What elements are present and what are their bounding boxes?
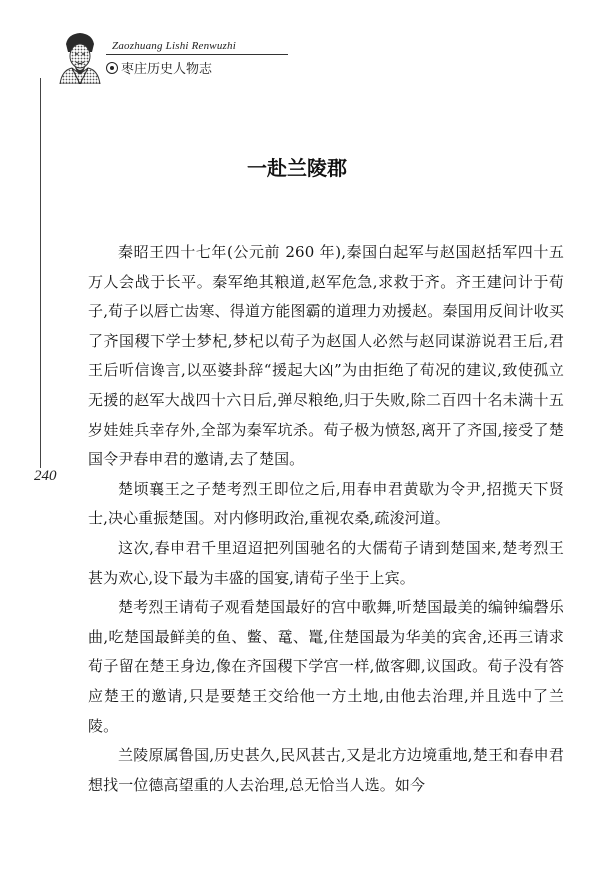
page-number: 240 bbox=[34, 468, 57, 484]
header-rule bbox=[106, 54, 288, 55]
margin-rule bbox=[40, 78, 41, 468]
paragraph: 兰陵原属鲁国,历史甚久,民风甚古,又是北方边境重地,楚王和春申君想找一位德高望重的人去治理,总无恰当人选。如今 bbox=[88, 746, 564, 794]
paragraph: 这次,春申君千里迢迢把列国驰名的大儒荀子请到楚国来,楚考烈王甚为欢心,设下最为丰盛的国宴,请荀子坐于上宾。 bbox=[88, 538, 564, 587]
paragraph: 楚顷襄王之子楚考烈王即位之后,用春申君黄歇为令尹,招揽天下贤士,决心重振楚国。对内修明政治,重视农桑,疏浚河道。 bbox=[88, 479, 564, 528]
circle-bullet-icon bbox=[106, 62, 118, 74]
series-title-cn: 枣庄历史人物志 bbox=[121, 62, 213, 77]
scholar-portrait-icon bbox=[56, 30, 104, 84]
series-title bbox=[106, 58, 296, 77]
body-text bbox=[88, 238, 564, 800]
paragraph: 楚考烈王请荀子观看楚国最好的宫中歌舞,听楚国最美的编钟编磬乐曲,吃楚国最鲜美的鱼、鳖、鼋、鼍,住楚国最为华美的宾舍,还再三请求荀子留在楚王身边,像在齐国稷下学宫一样,做客卿,议国政。荀子没有答应楚王的邀请,只是要楚王交给他一方土地,由他去治理,并且选中了兰陵。 bbox=[88, 598, 564, 735]
series-title-latin: Zaozhuang Lishi Renwuzhi bbox=[112, 40, 236, 52]
paragraph: 秦昭王四十七年(公元前 260 年),秦国白起军与赵国赵括军四十五万人会战于长平。秦军绝其粮道,赵军危急,求救于齐。齐王建问计于荀子,荀子以唇亡齿寒、得道方能图霸的道理力劝援赵。秦国用反间计收买了齐国稷下学士梦杞,梦杞以荀子为赵国人必然与赵同谋游说君王后,君王后听信谗言,以巫婆卦辞“援起大凶”为由拒绝了荀况的建议,致使孤立无援的赵军大战四十六日后,弹尽粮绝,归于失败,除二百四十名未满十五岁娃娃兵幸存外,全部为秦军坑杀。荀子极为愤怒,离开了齐国,接受了楚国令尹春申君的邀请,去了楚国。 bbox=[88, 243, 564, 469]
chapter-title: 一赴兰陵郡 bbox=[247, 156, 347, 180]
